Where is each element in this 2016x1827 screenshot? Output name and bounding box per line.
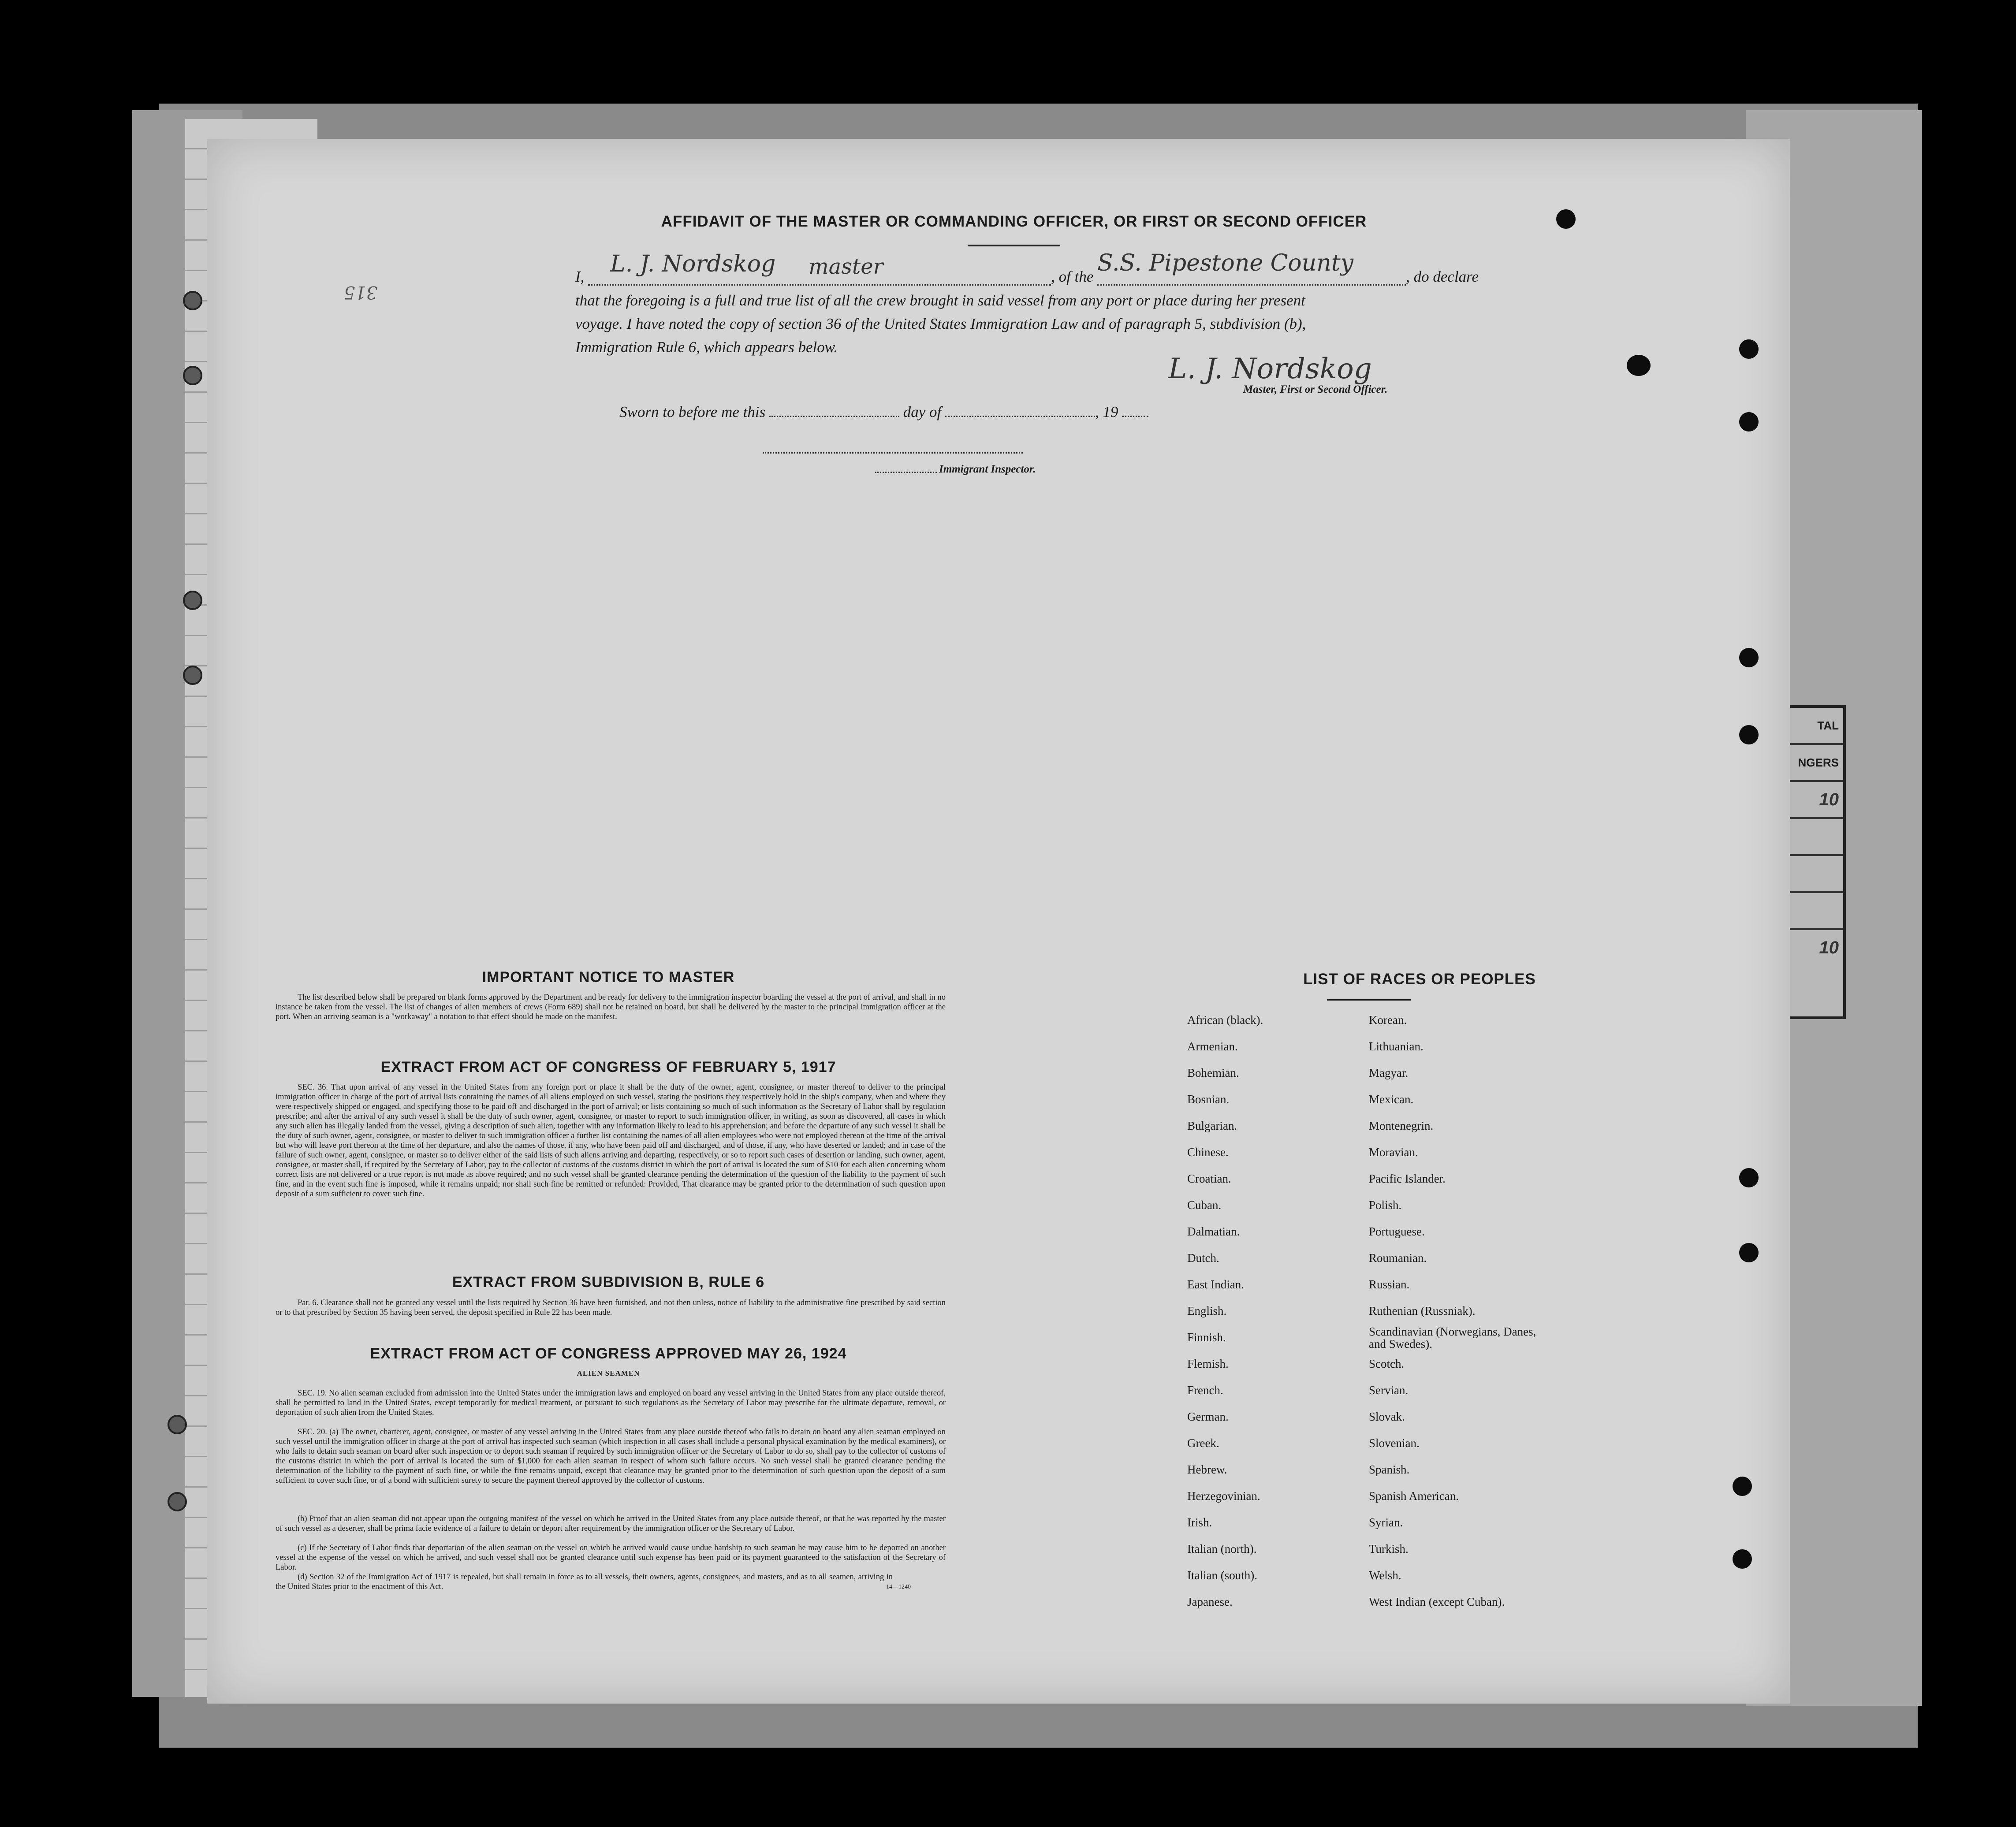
race-item: Flemish. (1187, 1357, 1229, 1370)
inspector-signature-line (763, 452, 1023, 454)
punch-hole (168, 1492, 187, 1511)
suffix-text: do declare (1413, 268, 1479, 285)
alien-seamen-subtitle: ALIEN SEAMEN (577, 1369, 640, 1377)
sworn-month-field (945, 416, 1095, 417)
race-item: Greek. (1187, 1436, 1219, 1450)
edge-tab-row: TAL (1788, 708, 1843, 745)
margin-mark: 315 (344, 282, 378, 302)
race-item: Hebrew. (1187, 1463, 1227, 1476)
signature-caption: Master, First or Second Officer. (1243, 383, 1388, 395)
affidavit-line-1: I, L. J. Nordskog master , of the S.S. Pipestone County , do declare (575, 250, 1479, 285)
notice-title: IMPORTANT NOTICE TO MASTER (482, 969, 735, 986)
race-item: Russian. (1369, 1278, 1410, 1291)
race-item: Herzegovinian. (1187, 1489, 1260, 1503)
sworn-day-field (769, 416, 899, 417)
affidavit-line-4: Immigration Rule 6, which appears below. (575, 339, 838, 356)
race-item: Italian (north). (1187, 1542, 1257, 1555)
edge-tab-row: 10 (1819, 938, 1839, 957)
race-item: Roumanian. (1369, 1251, 1427, 1265)
race-item: Scandinavian (Norwegians, Danes, and Swedes). (1369, 1325, 1536, 1351)
race-item: Dalmatian. (1187, 1225, 1240, 1238)
race-item: Chinese. (1187, 1146, 1229, 1159)
extract-1924-sec20a: SEC. 20. (a) The owner, charterer, agent, consignee, or master of any vessel arriving in the United States from any place outside thereof who fails to detain on board any alien seaman employed on such vessel until the immigration officer in charge at the port of arrival has inspected such seaman (which inspection in all cases shall include a personal physical examination by the medical examiners), or who fails to detain such seaman on board after such inspection or to deport such seaman if required by such immigration officer or the Secretary of Labor to do so, shall pay to the collector of customs of the customs district in which the port of arrival is located the sum of $1,000 for each alien seaman in respect of whom such failure occurs. No such vessel shall be granted clearance pending the determination of the liability to the payment of such fine, or while the fine remains unpaid, except that clearance may be granted prior to the determination of such question upon the deposit of a sum sufficient to cover such fine, or of a bond with sufficient surety to secure the payment thereof approved by the collector of customs. (276, 1428, 946, 1485)
edge-tab-row: 10 (1788, 782, 1843, 819)
punch-hole (1739, 1243, 1759, 1262)
sworn-day-label: day of (903, 403, 942, 420)
mid-text: , of the (1051, 268, 1094, 285)
race-item: Bulgarian. (1187, 1119, 1237, 1132)
punch-hole (1739, 412, 1759, 432)
race-item: Finnish. (1187, 1331, 1226, 1344)
race-item: Magyar. (1369, 1066, 1409, 1079)
extract-1924-sec20b: (b) Proof that an alien seaman did not appear upon the outgoing manifest of the vessel on which he arrived in the United States from any place outside thereof, or that he was reported by the master of such vessel as a deserter, shall be prima facie evidence of a failure to detain or deport after requirement by the immigration officer or the Secretary of Labor. (276, 1514, 946, 1533)
extract-1917-title: EXTRACT FROM ACT OF CONGRESS OF FEBRUARY 5, 1917 (380, 1059, 836, 1075)
race-item: Slovak. (1369, 1410, 1405, 1423)
race-item: Montenegrin. (1369, 1119, 1434, 1132)
extract-1924-sec19: SEC. 19. No alien seaman excluded from admission into the United States under the immigration laws and employed on board any vessel arriving in the United States from any place outside thereof, shall be permitted to land in the United States, except temporarily for medical treatment, or pursuant to such regulations as the Secretary of Labor may prescribe for the ultimate departure, removal, or deportation of such alien from the United States. (276, 1389, 946, 1417)
race-item: Welsh. (1369, 1569, 1401, 1582)
title-underline (968, 245, 1060, 246)
punch-hole (183, 291, 202, 310)
sworn-line (619, 403, 1501, 421)
affidavit-line-3: voyage. I have noted the copy of section 36 of the United States Immigration Law and of paragraph 5, subdivision (b), (575, 315, 1306, 332)
race-item: Spanish American. (1369, 1489, 1459, 1503)
inspector-dots (875, 472, 937, 473)
race-item: Spanish. (1369, 1463, 1410, 1476)
race-item: French. (1187, 1384, 1223, 1397)
race-item: German. (1187, 1410, 1229, 1423)
punch-hole (183, 366, 202, 385)
punch-hole (1627, 355, 1651, 376)
race-item: English. (1187, 1304, 1227, 1317)
race-item: Scotch. (1369, 1357, 1405, 1370)
race-item: Syrian. (1369, 1516, 1403, 1529)
race-item: Italian (south). (1187, 1569, 1257, 1582)
race-item: African (black). (1187, 1013, 1263, 1027)
race-item: Armenian. (1187, 1040, 1238, 1053)
inspector-caption: Immigrant Inspector. (939, 463, 1036, 475)
vessel-handwriting: S.S. Pipestone County (1097, 250, 1353, 276)
edge-tab-total-passengers (1785, 705, 1846, 1019)
affidavit-title: AFFIDAVIT OF THE MASTER OR COMMANDING OFFICER, OR FIRST OR SECOND OFFICER (661, 213, 1367, 230)
race-item: Portuguese. (1369, 1225, 1425, 1238)
sworn-year-label: , 19 (1095, 403, 1118, 420)
prefix-text: I, (575, 268, 585, 285)
punch-hole (1733, 1477, 1752, 1496)
punch-hole (1739, 725, 1759, 744)
extract-1917-body: SEC. 36. That upon arrival of any vessel in the United States from any foreign port or place it shall be the duty of the owner, agent, consignee, or master thereof to deliver to the principal immigration officer in charge of the port of arrival lists containing the names of all aliens employed on such vessel, stating the positions they respectively hold in the ship's company, when and where they were respectively shipped or engaged, and specifying those to be paid off and discharged in the port of arrival; or lists containing so much of such information as the Secretary of Labor shall by regulation prescribe; and after the arrival of any such vessel it shall be the duty of such owner, agent, consignee, or master to report to such immigration officer, in writing, as soon as discovered, all cases in which any such alien has illegally landed from the vessel, giving a description of such alien, together with any information likely to lead to his apprehension; and before the departure of any such vessel it shall be the duty of such owner, agent, consignee, or master to deliver to such immigration officer a further list containing the names of all alien employees who were not employed thereon at the time of the arrival but who will leave port thereon at the time of her departure, and also the names of those, if any, who have been paid off and discharged, and of those, if any, who have deserted or landed; and in case of the failure of such owner, agent, consignee, or master so to deliver either of the said lists of such aliens arriving and departing, respectively, or so to report such cases of desertion or landing, such owner, agent, consignee, or master shall, if required by the Secretary of Labor, pay to the collector of customs of the customs district in which the port of arrival is located the sum of $10 for each alien concerning whom correct lists are not delivered or a true report is not made as above required; and no such vessel shall be granted clearance pending the determination of the question of the liability to the payment of such fine, and in the event such fine is imposed, while it remains unpaid; nor shall such fine be remitted or refunded: Provided, That clearance may be granted prior to the determination of such question upon deposit of a sum sufficient to cover such fine. (276, 1083, 946, 1198)
race-item: East Indian. (1187, 1278, 1244, 1291)
sworn-year-field (1122, 416, 1148, 417)
race-item: Ruthenian (Russniak). (1369, 1304, 1476, 1317)
race-item: Lithuanian. (1369, 1040, 1423, 1053)
affidavit-line-2: that the foregoing is a full and true list of all the crew brought in said vessel from any port or place during her present (575, 292, 1305, 309)
punch-hole (168, 1415, 187, 1434)
races-title: LIST OF RACES OR PEOPLES (1303, 971, 1536, 988)
sworn-prefix: Sworn to before me this (619, 403, 766, 420)
punch-hole (183, 666, 202, 685)
edge-tab-row: NGERS (1788, 745, 1843, 782)
race-item: Mexican. (1369, 1093, 1414, 1106)
races-title-underline (1327, 999, 1411, 1001)
extract-rule6-title: EXTRACT FROM SUBDIVISION B, RULE 6 (452, 1274, 765, 1291)
race-item: Irish. (1187, 1516, 1212, 1529)
race-item: Pacific Islander. (1369, 1172, 1446, 1185)
race-item: Bosnian. (1187, 1093, 1230, 1106)
master-signature: L. J. Nordskog (1168, 353, 1372, 385)
vessel-field (1097, 250, 1406, 286)
punch-hole (1739, 648, 1759, 667)
race-item: Cuban. (1187, 1198, 1222, 1212)
race-item: Dutch. (1187, 1251, 1219, 1265)
master-title-handwriting: master (809, 254, 883, 279)
race-item: Turkish. (1369, 1542, 1409, 1555)
master-name-field (588, 251, 1051, 286)
extract-1924-sec20d: (d) Section 32 of the Immigration Act of 1917 is repealed, but shall remain in force as to all vessels, their owners, agents, consignees, and masters, and as to all seamen, arriving in the United States prior to the enactment of this Act. (276, 1573, 893, 1591)
race-item: Bohemian. (1187, 1066, 1239, 1079)
race-item: Slovenian. (1369, 1436, 1420, 1450)
extract-1924-sec20c: (c) If the Secretary of Labor finds that deportation of the alien seaman on the vessel on which he arrived would cause undue hardship to such seaman he may cause him to be deported on another vessel at the expense of the vessel on which he arrived, and such vessel shall not be granted clearance until such expense has been paid or its payment guaranteed to the satisfaction of the Secretary of Labor. (276, 1544, 946, 1572)
extract-1924-title: EXTRACT FROM ACT OF CONGRESS APPROVED MAY 26, 1924 (370, 1345, 847, 1362)
race-item: Japanese. (1187, 1595, 1233, 1608)
punch-hole (1733, 1549, 1752, 1569)
punch-hole (1739, 1168, 1759, 1187)
edge-tab-row (1788, 819, 1843, 856)
edge-tab-row (1788, 893, 1843, 930)
race-item: Polish. (1369, 1198, 1402, 1212)
punch-hole (183, 591, 202, 610)
race-item: West Indian (except Cuban). (1369, 1595, 1505, 1608)
race-item: Moravian. (1369, 1146, 1418, 1159)
extract-rule6-body: Par. 6. Clearance shall not be granted any vessel until the lists required by Section 36 have been furnished, and not then unless, notice of liability to the administrative fine prescribed by said section or to that prescribed by Section 35 having been served, the deposit specified in Rule 22 has been made. (276, 1299, 946, 1317)
punch-hole (1739, 339, 1759, 359)
race-item: Servian. (1369, 1384, 1409, 1397)
form-number: 14—1240 (886, 1584, 911, 1590)
master-name-handwriting: L. J. Nordskog (610, 251, 776, 277)
race-item: Croatian. (1187, 1172, 1231, 1185)
edge-tab-row (1788, 856, 1843, 893)
race-item: Korean. (1369, 1013, 1407, 1027)
punch-hole (1556, 209, 1576, 229)
notice-body: The list described below shall be prepared on blank forms approved by the Department and be ready for delivery to the immigration inspector boarding the vessel at the port of arrival, and shall in no instance be taken from the vessel. The list of changes of alien members of crews (Form 689) shall not be retained on board, but shall be delivered by the master to the principal immigration officer at the port. When an arriving seaman is a "workaway" a notation to that effect should be made on the manifest. (276, 993, 946, 1021)
